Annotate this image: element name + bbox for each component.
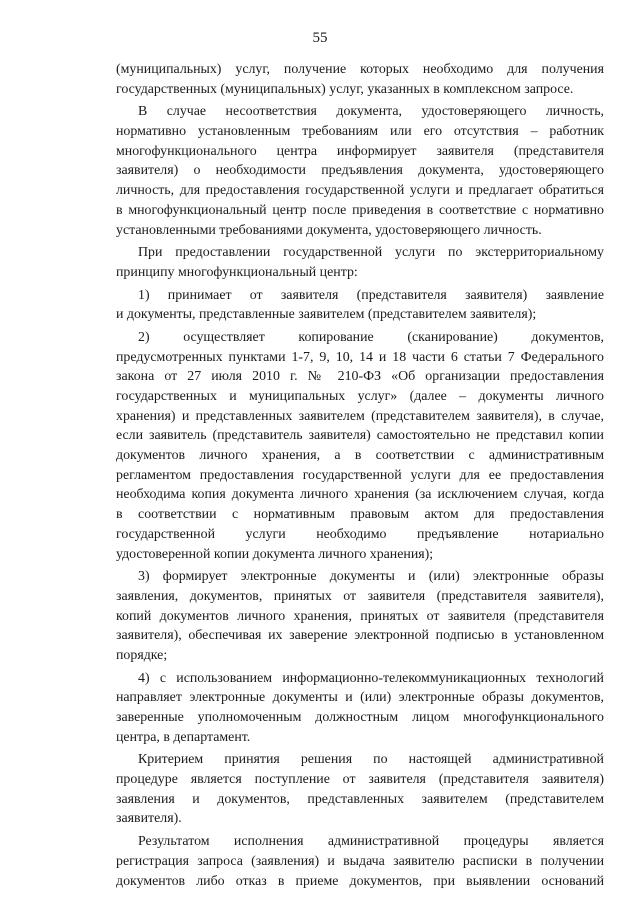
- text-line: необходима копия документа личного хранения (за исключением случая, когда: [116, 487, 604, 503]
- text-line: порядке;: [116, 647, 168, 663]
- page-number: 55: [312, 30, 328, 46]
- text-line: государственной услуги необходимо предъявление нотариально: [116, 526, 604, 542]
- text-line: государственных (муниципальных) услуг, указанных в комплексном запросе.: [116, 81, 574, 97]
- text-line: центра, в департамент.: [116, 729, 251, 745]
- text-line: заявителя) о необходимости предъявления документа, удостоверяющего: [116, 163, 604, 179]
- text-line: закона от 27 июля 2010 г. № 210-ФЗ «Об организации предоставления: [116, 369, 604, 385]
- text-line: государственных и муниципальных услуг» (далее – документы личного: [116, 389, 604, 404]
- text-line: личность, для предоставления государственной услуги и предлагает обратиться: [116, 183, 604, 199]
- text-line: регистрация запроса (заявления) и выдача заявителю расписки в получении: [116, 853, 604, 869]
- paragraph-first-line: В случае несоответствия документа, удостоверяющего личность,: [138, 104, 604, 120]
- paragraph-first-line: 3) формирует электронные документы и (или) электронные образы: [138, 569, 604, 585]
- paragraph-first-line: Критерием принятия решения по настоящей административной: [138, 752, 604, 768]
- text-line: если заявитель (представитель заявителя) самостоятельно не представил копии: [116, 428, 604, 444]
- text-line: заявления, документов, принятых от заявителя (представителя заявителя),: [116, 588, 604, 604]
- paragraph-first-line: 4) с использованием информационно-телекоммуникационных технологий: [138, 670, 604, 686]
- text-line: нормативно установленным требованиям или его отсутствия – работник: [116, 124, 604, 140]
- text-line: предусмотренных пунктами 1-7, 9, 10, 14 и 18 части 6 статьи 7 Федерального: [116, 349, 604, 365]
- text-line: многофункционального центра информирует заявителя (представителя: [116, 143, 604, 159]
- paragraph-first-line: 2) осуществляет копирование (сканирование) документов,: [138, 329, 604, 345]
- text-line: документов либо отказ в приеме документов, при выявлении оснований: [116, 873, 604, 889]
- text-line: копий документов личного хранения, принятых от заявителя (представителя: [116, 608, 604, 624]
- text-line: хранения) и представленных заявителем (представителем заявителя), в случае,: [116, 408, 604, 424]
- text-line: принципу многофункциональный центр:: [116, 264, 358, 280]
- text-line: заявления и документов, представленных заявителем (представителем: [116, 791, 604, 807]
- text-line: в многофункциональный центр после приведения в соответствие с нормативно: [116, 202, 604, 218]
- paragraph-first-line: При предоставлении государственной услуги по экстерриториальному: [138, 245, 604, 261]
- text-line: в соответствии с нормативным правовым актом для предоставления: [116, 507, 604, 523]
- paragraph-first-line: 1) принимает от заявителя (представителя заявителя) заявление: [138, 287, 604, 303]
- text-line: установленными требованиями документа, удостоверяющего личность.: [116, 222, 542, 238]
- text-line: заявителя).: [116, 811, 182, 827]
- text-line: заявителя), обеспечивая их заверение электронной подписью в установленном: [116, 628, 604, 644]
- text-line: документов личного хранения, а в соответствии с административным: [116, 448, 604, 464]
- text-line: и документы, представленные заявителем (представителем заявителя);: [116, 307, 537, 323]
- document-body: [116, 60, 604, 891]
- text-line: удостоверенной копии документа личного хранения);: [116, 546, 434, 562]
- text-line: процедуре является поступление от заявителя (представителя заявителя): [116, 772, 604, 788]
- text-line: регламентом предоставления государственной услуги для ее предоставления: [116, 467, 604, 483]
- text-line: направляет электронные документы и (или) электронные образы документов,: [116, 690, 604, 706]
- paragraph-first-line: Результатом исполнения административной процедуры является: [138, 834, 604, 850]
- text-line: (муниципальных) услуг, получение которых необходимо для получения: [116, 62, 604, 77]
- text-line: заверенные уполномоченным должностным лицом многофункционального: [116, 710, 604, 725]
